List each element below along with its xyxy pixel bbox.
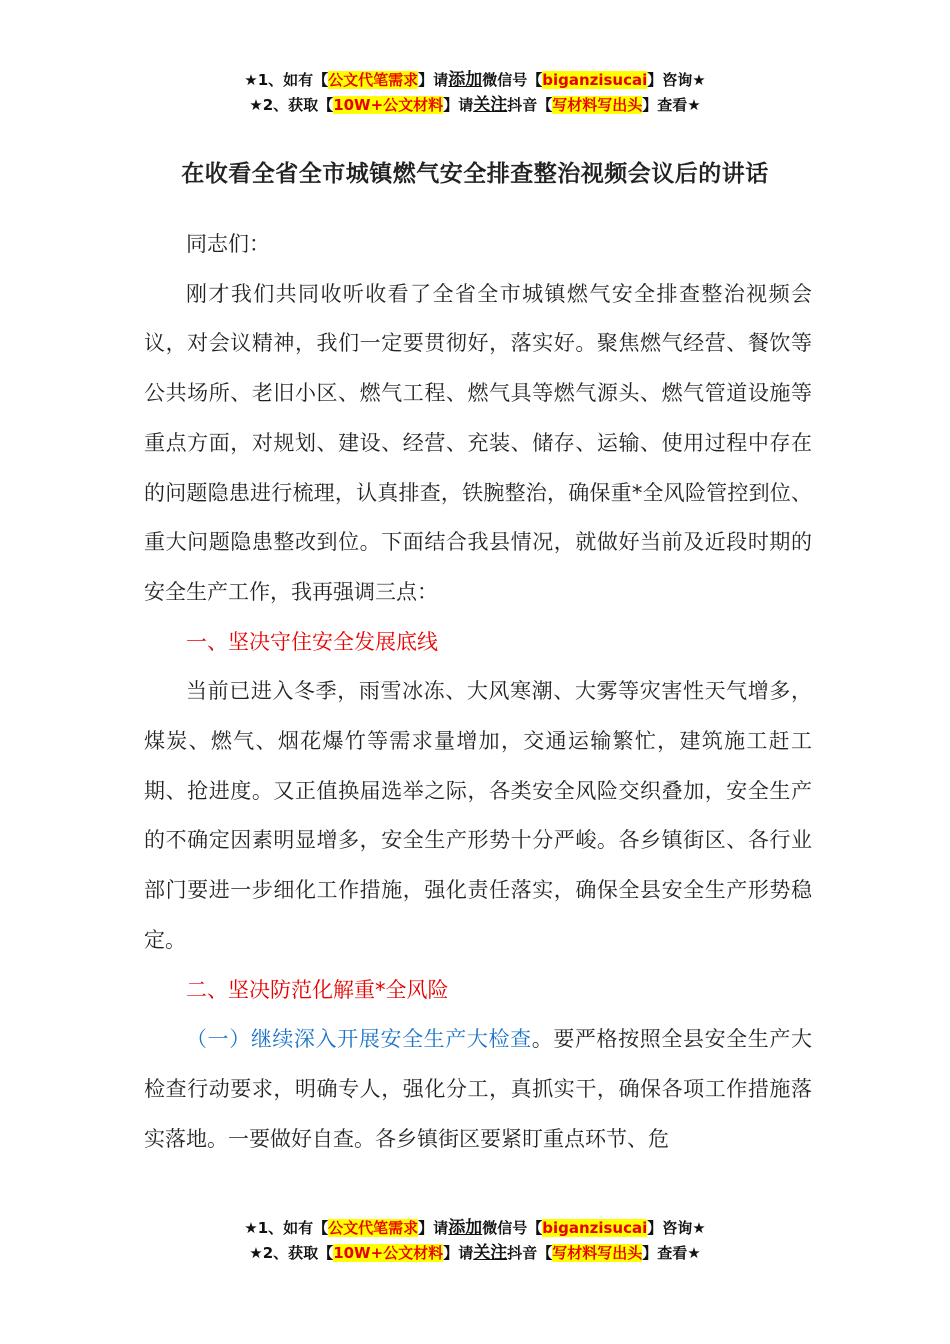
promo-text: 】请 (418, 1219, 449, 1237)
promo-text: 】请 (443, 1244, 474, 1262)
promo-text: 】咨询★ (647, 71, 706, 89)
promo-highlight: 10W+公文材料 (333, 96, 444, 114)
promo-underlined: 添加 (448, 1218, 483, 1238)
promo-line-2 (0, 93, 950, 118)
promo-text: 微信号【 (482, 71, 543, 89)
promo-text: ★1、如有【 (244, 71, 329, 89)
promo-text: 抖音【 (507, 1244, 553, 1262)
promo-underlined: 关注 (473, 95, 508, 115)
promo-text: 】请 (418, 71, 449, 89)
document-body (144, 220, 812, 1164)
promo-highlight: 写材料写出头 (552, 1244, 643, 1262)
promo-text: 】查看★ (642, 1244, 701, 1262)
promo-text: 抖音【 (507, 96, 553, 114)
section-heading-2: 二、坚决防范化解重*全风险 (186, 977, 449, 1002)
header-promo-banner (0, 68, 950, 118)
subheading-1: （一）继续深入开展安全生产大检查 (186, 1027, 532, 1052)
promo-underlined: 关注 (473, 1243, 508, 1263)
promo-text: ★2、获取【 (249, 96, 334, 114)
promo-line-1 (0, 1216, 950, 1241)
promo-text: ★2、获取【 (249, 1244, 334, 1262)
promo-highlight: 写材料写出头 (552, 96, 643, 114)
promo-highlight: biganzisucai (542, 1219, 648, 1237)
promo-text: 微信号【 (482, 1219, 543, 1237)
promo-text: 】咨询★ (647, 1219, 706, 1237)
paragraph-intro: 刚才我们共同收听收看了全省全市城镇燃气安全排查整治视频会议，对会议精神，我们一定要贯彻好，落实好。聚焦燃气经营、餐饮等公共场所、老旧小区、燃气工程、燃气具等燃气源头、燃气管道设施等重点方面，对规划、建设、经营、充装、储存、运输、使用过程中存在的问题隐患进行梳理，认真排查，铁腕整治，确保重*全风险管控到位、重大问题隐患整改到位。下面结合我县情况，就做好当前及近段时期的安全生产工作，我再强调三点： (144, 281, 812, 604)
footer-promo-banner (0, 1216, 950, 1266)
promo-line-1 (0, 68, 950, 93)
promo-text: ★1、如有【 (244, 1219, 329, 1237)
greeting: 同志们： (186, 232, 270, 256)
document-title: 在收看全省全市城镇燃气安全排查整治视频会议后的讲话 (181, 161, 769, 187)
promo-text: 】请 (443, 96, 474, 114)
promo-highlight: biganzisucai (542, 71, 648, 89)
promo-line-2 (0, 1241, 950, 1266)
paragraph-text: 。要严格按照全县安全生产大检查行动要求，明确专人，强化分工，真抓实干，确保各项工作措施落实落地。一要做好自查。各乡镇街区要紧盯重点环节、危 (144, 1027, 813, 1151)
promo-highlight: 公文代笔需求 (328, 71, 419, 89)
promo-underlined: 添加 (448, 70, 483, 90)
promo-highlight: 10W+公文材料 (333, 1244, 444, 1262)
promo-highlight: 公文代笔需求 (328, 1219, 419, 1237)
section-heading-1: 一、坚决守住安全发展底线 (186, 629, 438, 654)
promo-text: 】查看★ (642, 96, 701, 114)
paragraph-section-1: 当前已进入冬季，雨雪冰冻、大风寒潮、大雾等灾害性天气增多，煤炭、燃气、烟花爆竹等需求量增加，交通运输繁忙，建筑施工赶工期、抢进度。又正值换届选举之际，各类安全风险交织叠加，安全生产的不确定因素明显增多，安全生产形势十分严峻。各乡镇街区、各行业部门要进一步细化工作措施，强化责任落实，确保全县安全生产形势稳定。 (144, 679, 812, 952)
paragraph-section-2 (144, 1015, 812, 1164)
